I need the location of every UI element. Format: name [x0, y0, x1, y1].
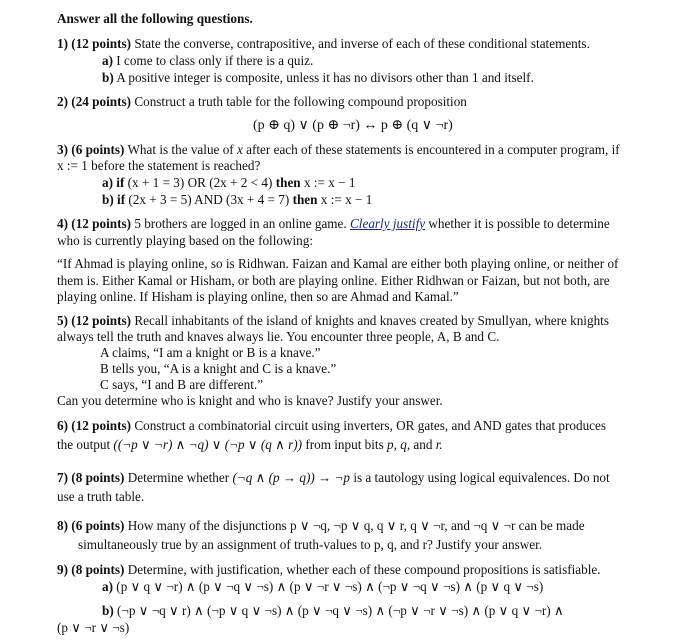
- q2-text: Construct a truth table for the following compound proposition: [134, 94, 467, 109]
- q1-text: State the converse, contrapositive, and inverse of each of these conditional statements.: [134, 36, 590, 51]
- q1-part-b: b) A positive integer is composite, unless it has no divisors other than 1 and itself.: [102, 70, 534, 85]
- q7-expression: (¬q ∧ (p → q)) → ¬p: [232, 470, 351, 485]
- q3-part-a: a) if (x + 1 = 3) OR (2x + 2 < 4) then x := x − 1: [102, 175, 356, 190]
- q5-points: (12 points): [71, 313, 132, 328]
- q4-text-line-2: who is currently playing based on the following:: [57, 233, 314, 248]
- q9-part-b-continued: (p ∨ ¬r ∨ ¬s): [57, 620, 130, 635]
- q4-quote-line-2: them is. Either Kamal or Hisham, or both are playing online. Either Ridhwan or Faizan, but not both, are: [57, 273, 610, 288]
- q4-quote-line-3: playing online. If Hisham is playing online, then so are Ahmad and Kamal.”: [57, 289, 459, 304]
- clearly-justify-link[interactable]: Clearly justify: [350, 216, 426, 231]
- q3-number: 3): [57, 142, 68, 157]
- q5-text-line-2: always tell the truth and knaves always lie. You encounter three people, A, B and C.: [57, 329, 500, 344]
- question-6: 6) (12 points) Construct a combinatorial circuit using inverters, OR gates, and AND gates that produces: [57, 418, 607, 433]
- question-5: 5) (12 points) Recall inhabitants of the island of knights and knaves created by Smullyan, where knights: [57, 313, 609, 328]
- q3-part-b: b) if (2x + 3 = 5) AND (3x + 4 = 7) then x := x − 1: [102, 192, 373, 207]
- question-7: 7) (8 points) Determine whether (¬q ∧ (p → q)) → ¬p is a tautology using logical equivalences. Do not: [57, 470, 610, 485]
- q1-number: 1): [57, 36, 68, 51]
- q6-points: (12 points): [71, 418, 132, 433]
- q1-part-a: a) I come to class only if there is a quiz.: [102, 53, 314, 68]
- q1-points: (12 points): [71, 36, 132, 51]
- q2-points: (24 points): [71, 94, 132, 109]
- question-1: [57, 36, 590, 52]
- q6-expression: ((¬p ∨ ¬r) ∧ ¬q) ∨ (¬p ∨ (q ∧ r)): [113, 437, 303, 452]
- q6-number: 6): [57, 418, 68, 433]
- q8-points: (6 points): [71, 518, 125, 533]
- q5-claim-b: B tells you, “A is a knight and C is a knave.”: [100, 361, 337, 376]
- question-8: 8) (6 points) How many of the disjunctions p ∨ ¬q, ¬p ∨ q, q ∨ r, q ∨ ¬r, and ¬q ∨ ¬r can be made: [57, 518, 585, 533]
- q7-number: 7): [57, 470, 68, 485]
- q7-points: (8 points): [71, 470, 125, 485]
- q2-number: 2): [57, 94, 68, 109]
- q5-claim-a: A claims, “I am a knight or B is a knave.”: [100, 345, 321, 360]
- q3-points: (6 points): [71, 142, 125, 157]
- q4-points: (12 points): [71, 216, 132, 231]
- q9-number: 9): [57, 562, 68, 577]
- q2-formula: (p ⊕ q) ∨ (p ⊕ ¬r) ↔ p ⊕ (q ∨ ¬r): [253, 118, 453, 133]
- q8-text-line-2: simultaneously true by an assignment of truth-values to p, q, and r? Justify your answer.: [78, 537, 543, 552]
- q3-text-line-2: x := 1 before the statement is reached?: [57, 158, 261, 173]
- q5-claim-c: C says, “I and B are different.”: [100, 377, 264, 392]
- q5-closing: Can you determine who is knight and who is knave? Justify your answer.: [57, 393, 443, 408]
- page-heading: Answer all the following questions.: [57, 11, 253, 26]
- q9-points: (8 points): [71, 562, 125, 577]
- question-4: 4) (12 points) 5 brothers are logged in an online game. Clearly justify whether it is possible to determine: [57, 216, 610, 231]
- q7-text-line-2: use a truth table.: [57, 489, 145, 504]
- q4-quote-line-1: “If Ahmad is playing online, so is Ridhwan. Faizan and Kamal are either both playing online, or neither of: [57, 256, 619, 271]
- question-2: [57, 94, 467, 110]
- q4-number: 4): [57, 216, 68, 231]
- q9-part-b: b) (¬p ∨ ¬q ∨ r) ∧ (¬p ∨ q ∨ ¬s) ∧ (p ∨ ¬q ∨ ¬s) ∧ (¬p ∨ ¬r ∨ ¬s) ∧ (p ∨ q ∨ ¬r) ∧: [102, 603, 564, 618]
- q6-text-line-2: the output ((¬p ∨ ¬r) ∧ ¬q) ∨ (¬p ∨ (q ∧ r)) from input bits p, q, and r.: [57, 437, 443, 452]
- question-9: 9) (8 points) Determine, with justification, whether each of these compound propositions is satisfiable.: [57, 562, 601, 577]
- question-3: 3) (6 points) What is the value of x after each of these statements is encountered in a computer program, if: [57, 142, 620, 157]
- q5-number: 5): [57, 313, 68, 328]
- q8-number: 8): [57, 518, 68, 533]
- q9-part-a: a) (p ∨ q ∨ ¬r) ∧ (p ∨ ¬q ∨ ¬s) ∧ (p ∨ ¬r ∨ ¬s) ∧ (¬p ∨ ¬q ∨ ¬s) ∧ (p ∨ q ∨ ¬s): [102, 579, 544, 594]
